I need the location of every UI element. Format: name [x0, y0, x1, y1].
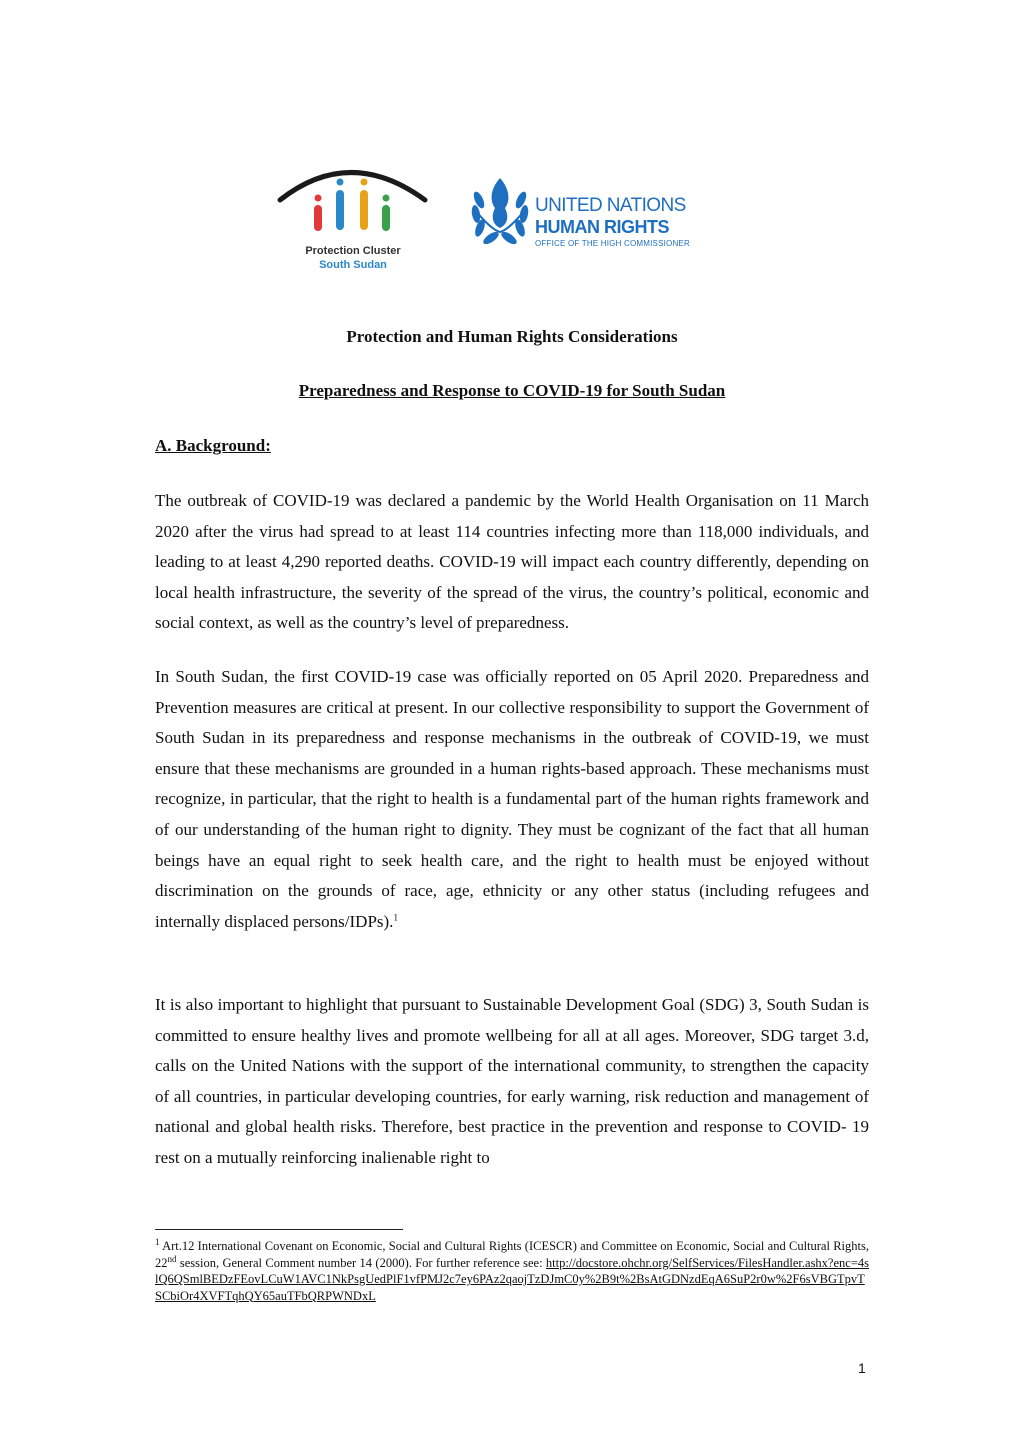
footnote-superscript: nd: [167, 1253, 177, 1264]
section-heading: A. Background:: [155, 436, 271, 455]
footnote-number: 1: [155, 1236, 160, 1247]
footnote-divider: [155, 1229, 403, 1230]
protection-cluster-caption: [278, 244, 428, 272]
protection-cluster-logo: [270, 160, 440, 280]
footnote: [155, 1238, 869, 1304]
un-human-rights-name: HUMAN RIGHTS: [535, 217, 669, 237]
paragraph-3: [155, 990, 869, 1174]
protection-cluster-name: Protection Cluster: [305, 245, 401, 257]
un-name: UNITED NATIONS: [535, 195, 686, 216]
footnote-text-continued: session, General Comment number 14 (2000). For further reference see:: [176, 1255, 546, 1270]
un-human-rights-wordmark: [535, 196, 690, 250]
paragraph-2-text: In South Sudan, the first COVID-19 case was officially reported on 05 April 2020. Preparedness and Prevention measures are critical at present. In our collective responsibility to support the Government of South Sudan in its preparedness and response mechanisms in the outbreak of COVID-19, we must ensure that these mechanisms are grounded in a human rights-based approach. These mechanisms must recognize, in particular, that the right to health is a fundamental part of the human rights framework and of our understanding of the human right to dignity. They must be cognizant of the fact that all human beings have an equal right to seek health care, and the right to health must be enjoyed without discrimination on the grounds of race, age, ethnicity or any other status (including refugees and internally displaced persons/IDPs).: [155, 667, 869, 931]
protection-cluster-country: South Sudan: [319, 259, 387, 271]
page-number: 1: [858, 1360, 866, 1376]
logo-bar: [270, 160, 690, 280]
un-office-name: OFFICE OF THE HIGH COMMISSIONER: [535, 239, 690, 248]
paragraph-1-text: The outbreak of COVID-19 was declared a pandemic by the World Health Organisation on 11 March 2020 after the virus had spread to at least 114 countries infecting more than 118,000 individuals, and leading to at least 4,290 reported deaths. COVID-19 will impact each country differently, depending on local health infrastructure, the severity of the spread of the virus, the country’s political, economic and social context, as well as the country’s level of preparedness.: [155, 491, 869, 633]
footnote-link[interactable]: http://docstore.ohchr.org/SelfServices/FilesHandler.ashx?enc=4slQ6QSmlBEDzFEovLCuW1AVC1NkPsgUedPlF1vfPMJ2c7ey6PAz2qaojTzDJmC0y%2B9t%2BsAtGDNzdEqA6SuP2r0w%2F6sVBGTpvTSCbiOr4XVFTqhQY65auTFbQRPWNDxL: [155, 1255, 869, 1303]
paragraph-3-text: It is also important to highlight that pursuant to Sustainable Development Goal (SDG) 3, South Sudan is committed to ensure healthy lives and promote wellbeing for all at all ages. Moreover, SDG target 3.d, calls on the United Nations with the support of the international community, to strengthen the capacity of all countries, in particular developing countries, for early warning, risk reduction and management of national and global health risks. Therefore, best practice in the prevention and response to COVID- 19 rest on a mutually reinforcing inalienable right to: [155, 995, 869, 1167]
un-human-rights-logo: [465, 170, 695, 260]
footnote-reference[interactable]: 1: [393, 912, 398, 923]
footnote-text: Art.12 International Covenant on Economic, Social and Cultural Rights (ICESCR) and Committee on Economic, Social and Cultural Rights, 22: [155, 1239, 869, 1270]
paragraph-1: [155, 486, 869, 639]
document-title: Protection and Human Rights Considerations: [346, 327, 678, 346]
document-subtitle: Preparedness and Response to COVID-19 for South Sudan: [298, 381, 726, 400]
un-laurel-emblem-icon: [465, 170, 535, 250]
paragraph-2: [155, 662, 869, 937]
protection-cluster-emblem-icon: [270, 160, 440, 250]
